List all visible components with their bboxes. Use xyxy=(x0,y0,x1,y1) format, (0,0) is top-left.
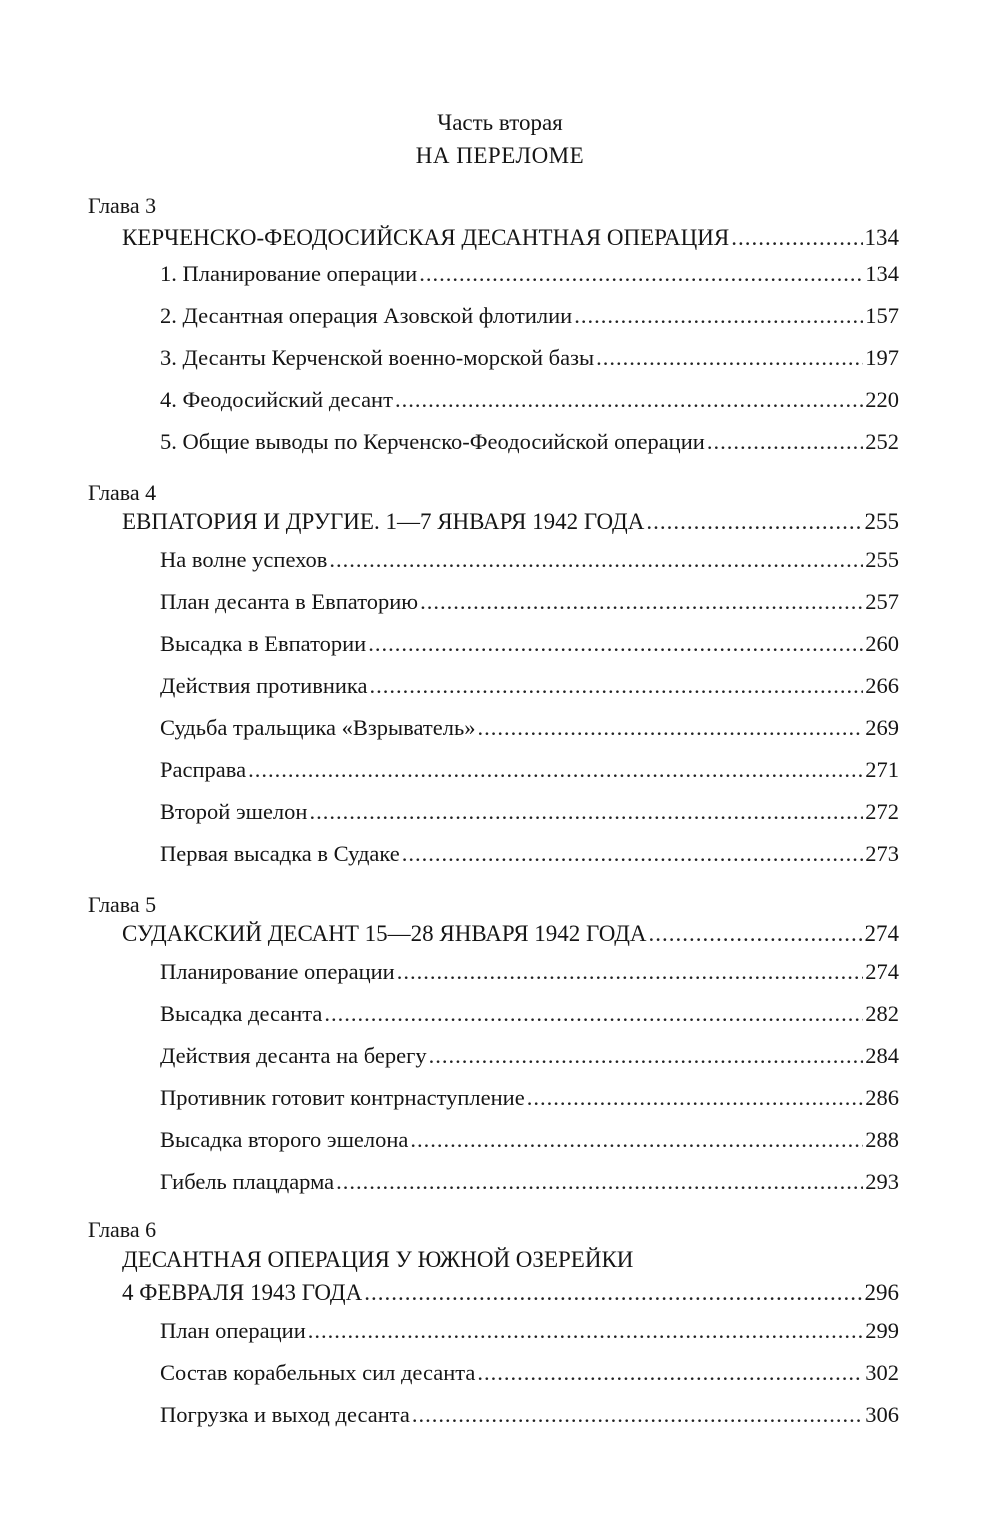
page-number: 134 xyxy=(865,261,899,286)
section-title: Высадка в Евпатории xyxy=(160,631,367,656)
toc-entry[interactable] xyxy=(160,344,899,372)
page-number: 284 xyxy=(865,1043,899,1068)
section-title: Второй эшелон xyxy=(160,799,308,824)
toc-entry[interactable] xyxy=(160,958,899,986)
toc-entry[interactable] xyxy=(160,840,899,868)
section-title: 3. Десанты Керченской военно-морской базы xyxy=(160,345,595,370)
toc-entry[interactable] xyxy=(160,546,899,574)
dot-leader xyxy=(646,508,862,536)
page-number: 220 xyxy=(865,387,899,412)
section-title: План операции xyxy=(160,1318,306,1343)
page-number: 272 xyxy=(865,799,899,824)
section-title: План десанта в Евпаторию xyxy=(160,589,419,614)
toc-entry[interactable] xyxy=(160,672,899,700)
chapter-3-entry[interactable] xyxy=(122,224,899,252)
chapter-5-entry[interactable] xyxy=(122,920,899,948)
dot-leader xyxy=(336,1168,863,1196)
toc-entry[interactable] xyxy=(160,1168,899,1196)
dot-leader xyxy=(308,1317,863,1345)
section-title: Действия противника xyxy=(160,673,368,698)
page-number: 257 xyxy=(865,589,899,614)
dot-leader xyxy=(370,672,864,700)
page-number: 260 xyxy=(865,631,899,656)
toc-entry[interactable] xyxy=(160,588,899,616)
dot-leader xyxy=(368,630,863,658)
toc-entry[interactable] xyxy=(160,260,899,288)
page-number: 255 xyxy=(865,547,899,572)
dot-leader xyxy=(574,302,863,330)
dot-leader xyxy=(731,224,862,252)
dot-leader xyxy=(329,546,863,574)
toc-entry[interactable] xyxy=(160,428,899,456)
toc-entry[interactable] xyxy=(160,714,899,742)
chapter-3-label: Глава 3 xyxy=(88,193,157,218)
section-title: Высадка десанта xyxy=(160,1001,323,1026)
chapter-4-entry[interactable] xyxy=(122,508,899,536)
section-title: Гибель плацдарма xyxy=(160,1169,335,1194)
section-title: 2. Десантная операция Азовской флотилии xyxy=(160,303,573,328)
page-number: 274 xyxy=(864,921,899,946)
dot-leader xyxy=(364,1279,862,1307)
chapter-5-label: Глава 5 xyxy=(88,892,157,917)
section-title: Первая высадка в Судаке xyxy=(160,841,400,866)
toc-entry[interactable] xyxy=(160,1317,899,1345)
toc-entry[interactable] xyxy=(160,1084,899,1112)
section-title: Высадка второго эшелона xyxy=(160,1127,409,1152)
dot-leader xyxy=(420,588,863,616)
section-title: Действия десанта на берегу xyxy=(160,1043,427,1068)
section-title: 1. Планирование операции xyxy=(160,261,418,286)
dot-leader xyxy=(527,1084,864,1112)
toc-entry[interactable] xyxy=(160,1126,899,1154)
page-number: 134 xyxy=(864,225,899,250)
section-title: Планирование операции xyxy=(160,959,395,984)
dot-leader xyxy=(477,714,863,742)
page-number: 282 xyxy=(865,1001,899,1026)
section-title: Состав корабельных сил десанта xyxy=(160,1360,476,1385)
page-number: 293 xyxy=(865,1169,899,1194)
dot-leader xyxy=(649,920,863,948)
toc-entry[interactable] xyxy=(160,386,899,414)
toc-entry[interactable] xyxy=(160,756,899,784)
chapter-title: 4 ФЕВРАЛЯ 1943 ГОДА xyxy=(122,1280,363,1305)
page-number: 271 xyxy=(865,757,899,782)
dot-leader xyxy=(395,386,863,414)
page-number: 266 xyxy=(865,673,899,698)
section-title: Судьба тральщика «Взрыватель» xyxy=(160,715,476,740)
chapter-4-label: Глава 4 xyxy=(88,480,157,505)
toc-entry[interactable] xyxy=(160,302,899,330)
chapter-6-label: Глава 6 xyxy=(88,1217,157,1242)
section-title: На волне успехов xyxy=(160,547,328,572)
page-number: 274 xyxy=(865,959,899,984)
section-title: Противник готовит контрнаступление xyxy=(160,1085,525,1110)
toc-entry[interactable] xyxy=(160,1359,899,1387)
part-title: НА ПЕРЕЛОМЕ xyxy=(415,143,585,168)
chapter-title: ЕВПАТОРИЯ И ДРУГИЕ. 1—7 ЯНВАРЯ 1942 ГОДА xyxy=(122,509,645,534)
chapter-6-entry[interactable] xyxy=(122,1279,899,1307)
chapter-6-title-line1[interactable]: ДЕСАНТНАЯ ОПЕРАЦИЯ У ЮЖНОЙ ОЗЕРЕЙКИ xyxy=(122,1247,634,1272)
toc-entry[interactable] xyxy=(160,1401,899,1429)
dot-leader xyxy=(412,1401,863,1429)
chapter-title: КЕРЧЕНСКО-ФЕОДОСИЙСКАЯ ДЕСАНТНАЯ ОПЕРАЦИЯ xyxy=(122,225,730,250)
part-label: Часть вторая xyxy=(437,110,563,135)
page-number: 197 xyxy=(865,345,899,370)
section-title: 4. Феодосийский десант xyxy=(160,387,393,412)
dot-leader xyxy=(397,958,864,986)
dot-leader xyxy=(596,344,863,372)
dot-leader xyxy=(707,428,863,456)
toc-entry[interactable] xyxy=(160,1042,899,1070)
chapter-title: СУДАКСКИЙ ДЕСАНТ 15—28 ЯНВАРЯ 1942 ГОДА xyxy=(122,921,647,946)
dot-leader xyxy=(410,1126,863,1154)
dot-leader xyxy=(429,1042,864,1070)
page-number: 273 xyxy=(865,841,899,866)
page-number: 252 xyxy=(865,429,899,454)
page-number: 296 xyxy=(864,1280,899,1305)
toc-entry[interactable] xyxy=(160,1000,899,1028)
page-number: 255 xyxy=(864,509,899,534)
toc-entry[interactable] xyxy=(160,798,899,826)
dot-leader xyxy=(309,798,863,826)
section-title: 5. Общие выводы по Керченско-Феодосийской операции xyxy=(160,429,705,454)
page-number: 306 xyxy=(865,1402,899,1427)
dot-leader xyxy=(324,1000,863,1028)
dot-leader xyxy=(477,1359,863,1387)
page-number: 288 xyxy=(865,1127,899,1152)
dot-leader xyxy=(402,840,864,868)
page-number: 269 xyxy=(865,715,899,740)
dot-leader xyxy=(419,260,863,288)
section-title: Погрузка и выход десанта xyxy=(160,1402,410,1427)
page-number: 286 xyxy=(865,1085,899,1110)
page-number: 157 xyxy=(865,303,899,328)
page-number: 302 xyxy=(865,1360,899,1385)
section-title: Расправа xyxy=(160,757,247,782)
page-number: 299 xyxy=(865,1318,899,1343)
dot-leader xyxy=(248,756,863,784)
toc-entry[interactable] xyxy=(160,630,899,658)
